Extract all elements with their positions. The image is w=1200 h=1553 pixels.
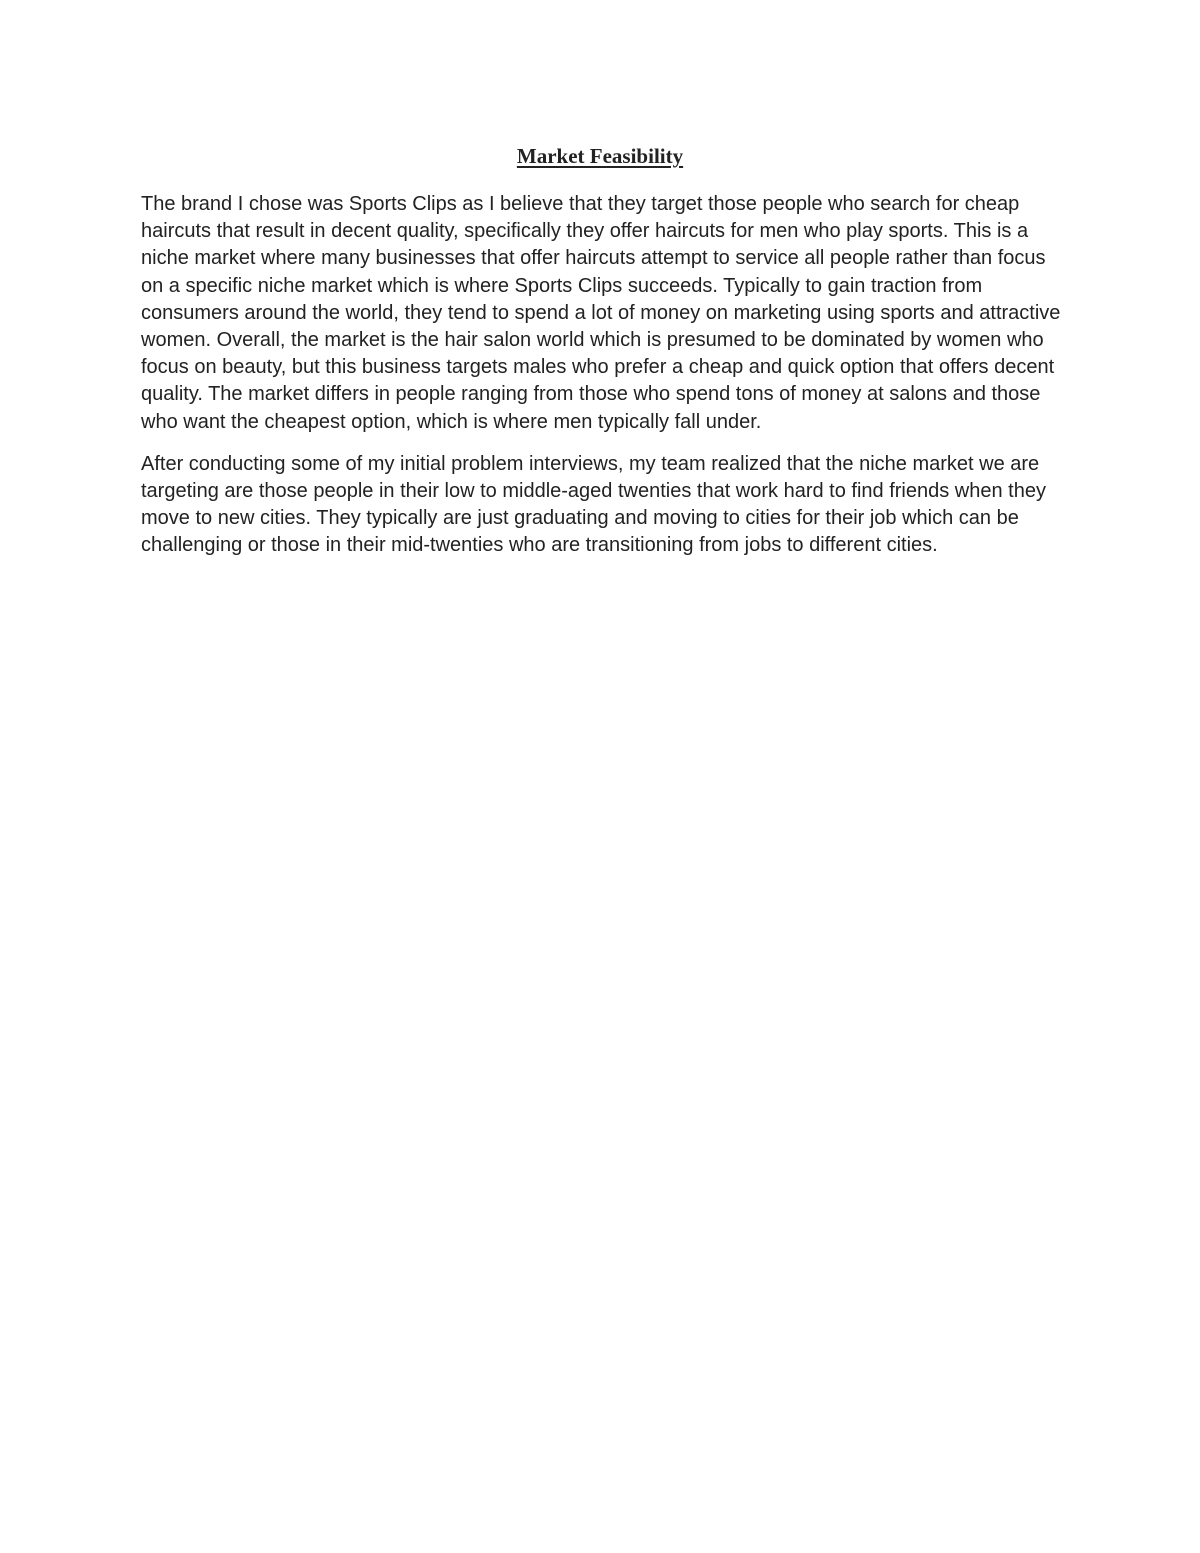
document-title: Market Feasibility — [516, 144, 684, 168]
paragraph-interview-findings: After conducting some of my initial problem interviews, my team realized that the niche market we are targeting are those people in their low to middle-aged twenties that work hard to find friends when they move to new cities. They typically are just graduating and moving to cities for their job which can be challenging or those in their mid-twenties who are transitioning from jobs to different cities. — [141, 452, 1046, 557]
document-body — [141, 191, 1061, 575]
paragraph-market-overview: The brand I chose was Sports Clips as I believe that they target those people who search for cheap haircuts that result in decent quality, specifically they offer haircuts for men who play sports. This is a niche market where many businesses that offer haircuts attempt to service all people rather than focus on a specific niche market which is where Sports Clips succeeds. Typically to gain traction from consumers around the world, they tend to spend a lot of money on marketing using sports and attractive women. Overall, the market is the hair salon world which is presumed to be dominated by women who focus on beauty, but this business targets males who prefer a cheap and quick option that offers decent quality. The market differs in people ranging from those who spend tons of money at salons and those who want the cheapest option, which is where men typically fall under. — [141, 193, 1061, 433]
